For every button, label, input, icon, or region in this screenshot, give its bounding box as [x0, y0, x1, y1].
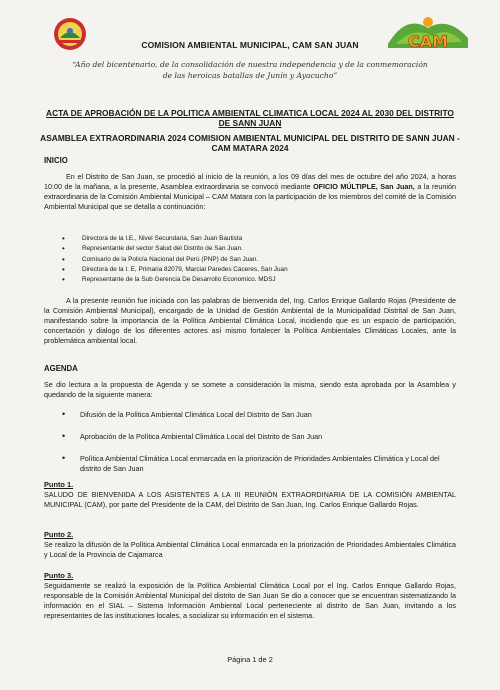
inicio-p1-text-c: a la reunión extraordinaria de la Comisión Ambiental Municipal – CAM Matara con la participación de los miembros del comité de la Comisión Ambiental Municipal que se detalla a continuación:: [44, 182, 456, 211]
inicio-paragraph-2: A la presente reunión fue iniciada con las palabras de bienvenida del, Ing. Carlos Enrique Gallardo Rojas (Presidente de la Comisión Ambiental Municipal), encargado de la Unidad de Gestión Ambiental de la Municipalidad Distrital de San Juan, manifestando sobre la importancia de la Política Ambiental Climática Local, incidiendo que es un espacio de participación, concertación y dialogo de los diferentes actores así mismo fortalecer la Política Ambientales Climáticas Locales, ante la problemática ambiental local.: [44, 296, 456, 345]
punto-2-label: Punto 2.: [44, 530, 74, 539]
attendee-item: • Directora de la I. E, Primaria 82079, Marcial Paredes Cáceres, San Juan: [62, 265, 442, 275]
attendee-item: • Representante del sector Salud del Distrito de San Juan.: [62, 244, 442, 254]
agenda-intro: Se dio lectura a la propuesta de Agenda y se somete a consideración la misma, siendo esta aprobada por la Asamblea y quedando de la siguiente manera:: [44, 380, 456, 399]
attendee-item: • Directora de la I.E., Nivel Secundaria, San Juan Bautista: [62, 234, 442, 244]
organization-title: COMISION AMBIENTAL MUNICIPAL, CAM SAN JUAN: [141, 40, 359, 50]
attendee-item: • Representante de la Sub Gerencia De Desarrollo Economico. MDSJ: [62, 275, 442, 285]
inicio-heading: INICIO: [44, 156, 68, 165]
punto-2-text: Se realizo la difusión de la Política Ambiental Climática Local enmarcada en la priorización de Prioridades Ambientales Climática y Local de la Provincia de Cajamarca: [44, 540, 456, 559]
attendee-item: • Comisario de la Policía Nacional del Perú (PNP) de San Juan.: [62, 255, 442, 265]
agenda-heading: AGENDA: [44, 364, 78, 373]
oficio-multiple-bold: OFICIO MÚLTIPLE, San Juan,: [313, 182, 415, 191]
punto-1-text: SALUDO DE BIENVENIDA A LOS ASISTENTES A LA III REUNIÓN EXTRAORDINARIA DE LA COMISIÓN AMBIENTAL MUNICIPAL (CAM), por parte del Presidente de la CAM, del Distrito de San Juan, Ing. Carlos Enrique Gallardo Rojas.: [44, 490, 456, 509]
motto-line-1: “Año del bicentenario, de la consolidación de nuestra independencia y de la conmemoración: [72, 60, 428, 69]
attendee-list: [62, 234, 442, 285]
inicio-p1-text-a: En el Distrito de San Juan, se procedió al inicio de la reunión, a los 09 días del mes de octubre del año 2024, a horas 10:00 de la mañana, a la presente, Asamblea extraordinaria se convocó mediante: [44, 172, 456, 191]
punto-3-text: Seguidamente se realizó la exposición de la Política Ambiental Climática Local por el Ing. Carlos Enrique Gallardo Rojas, responsable de la Comisión Ambiental Municipal del distrito de San Juan Se dio a conocer que se encuentran sistematizando la información en el SIAL – Sistema Información Ambiental Local perteneciente al distrito de San Juan, invitando a los representantes de las instituciones locales, a socializar su información en el sistema.: [44, 581, 456, 620]
agenda-list: [62, 410, 454, 486]
punto-3-label: Punto 3.: [44, 571, 74, 580]
acta-title: ACTA DE APROBACIÓN DE LA POLITICA AMBIENTAL CLIMATICA LOCAL 2024 AL 2030 DEL DISTRITO DE SANN JUAN: [46, 108, 454, 128]
agenda-item: • Política Ambiental Climática Local enmarcada en la priorización de Prioridades Ambientales Climática y Local del distrito de San Juan: [62, 454, 454, 474]
asamblea-title: ASAMBLEA EXTRAORDINARIA 2024 COMISION AMBIENTAL MUNICIPAL DEL DISTRITO DE SANN JUAN - CAM MATARA 2024: [40, 133, 460, 153]
inicio-paragraph-1: [44, 172, 456, 212]
year-motto: [56, 59, 444, 81]
page-number: Página 1 de 2: [227, 655, 273, 664]
motto-line-2: de las heroicas batallas de Junín y Ayacucho”: [162, 71, 338, 80]
agenda-item: • Aprobación de la Política Ambiental Climática Local del Distrito de San Juan: [62, 432, 454, 442]
punto-1-label: Punto 1.: [44, 480, 74, 489]
cam-logo-text: CAM: [407, 32, 449, 51]
agenda-item: • Difusión de la Política Ambiental Climática Local del Distrito de San Juan: [62, 410, 454, 420]
